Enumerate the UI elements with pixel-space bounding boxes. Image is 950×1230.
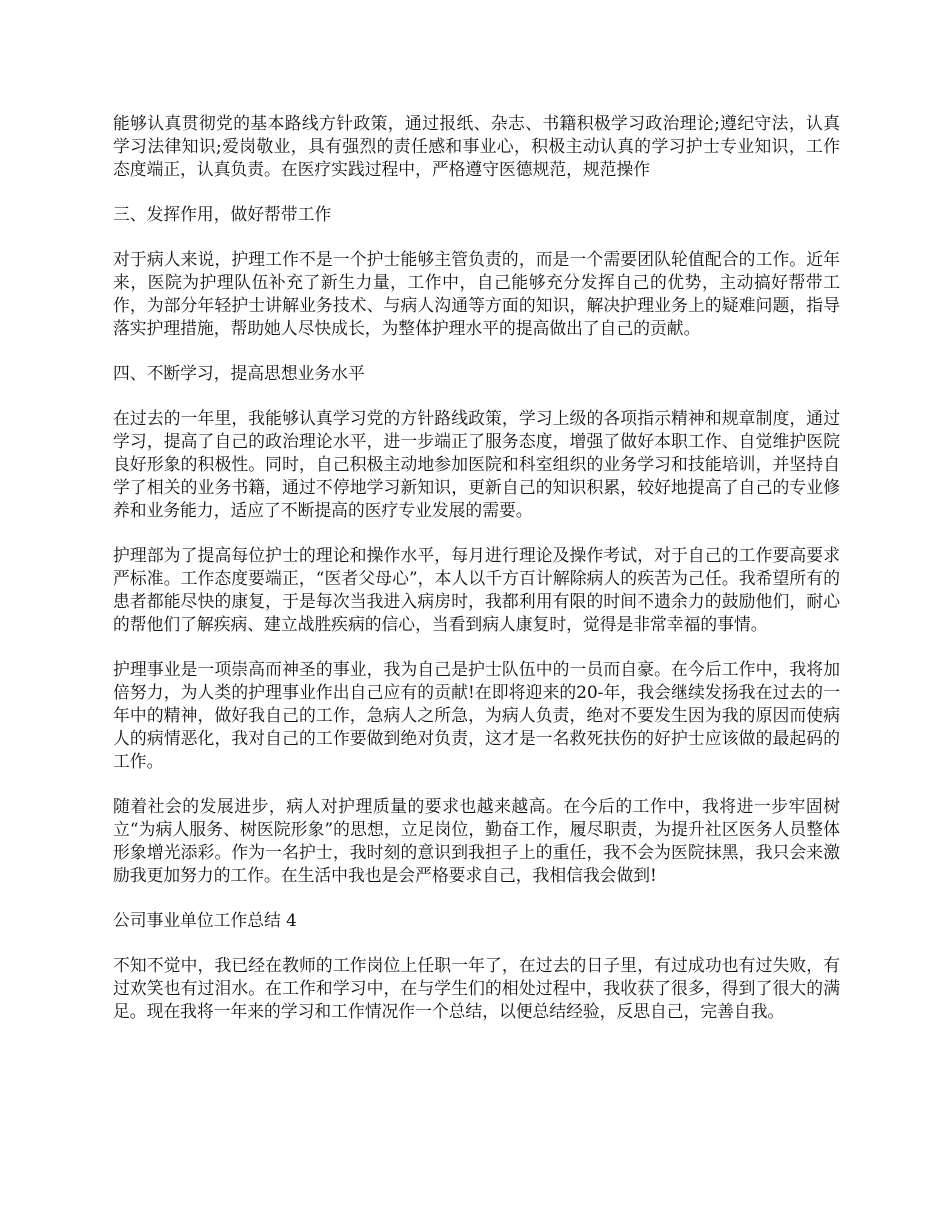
section-heading-3: 三、发挥作用，做好帮带工作	[113, 204, 332, 224]
paragraph-quality-requirements: 随着社会的发展进步，病人对护理质量的要求也越来越高。在今后的工作中，我将进一步牢固树立“为病人服务、树医院形象”的思想，立足岗位，勤奋工作，履尽职责，为提升社区医务人员整体形象增光添彩。作为一名护士，我时刻的意识到我担子上的重任，我不会为医院抹黑，我只会来激励我更加努力的工作。在生活中我也是会严格要求自己，我相信我会做到!	[113, 796, 840, 885]
paragraph-teacher-intro: 不知不觉中，我已经在教师的工作岗位上任职一年了，在过去的日子里，有过成功也有过失败，有过欢笑也有过泪水。在工作和学习中，在与学生们的相处过程中，我收获了很多，得到了很大的满足。现在我将一年来的学习和工作情况作一个总结，以便总结经验，反思自己，完善自我。	[113, 955, 840, 1021]
paragraph-nursing-career: 护理事业是一项崇高而神圣的事业，我为自己是护士队伍中的一员而自豪。在今后工作中，我将加倍努力，为人类的护理事业作出自己应有的贡献!在即将迎来的20-年，我会继续发扬我在过去的一年中的精神，做好我自己的工作，急病人之所急，为病人负责，绝对不要发生因为我的原因而使病人的病情恶化，我对自己的工作要做到绝对负责，这才是一名救死扶伤的好护士应该做的最起码的工作。	[113, 659, 840, 771]
paragraph-mentoring: 对于病人来说，护理工作不是一个护士能够主管负责的，而是一个需要团队轮值配合的工作。近年来，医院为护理队伍补充了新生力量，工作中，自己能够充分发挥自己的优势，主动搞好帮带工作，为部分年轻护士讲解业务技术、与病人沟通等方面的知识，解决护理业务上的疑难问题，指导落实护理措施，帮助她人尽快成长，为整体护理水平的提高做出了自己的贡献。	[113, 249, 840, 338]
section-heading-4: 四、不断学习，提高思想业务水平	[113, 363, 365, 383]
document-body	[113, 112, 840, 1045]
paragraph-nursing-exams: 护理部为了提高每位护士的理论和操作水平，每月进行理论及操作考试，对于自己的工作要高要求严标准。工作态度要端正，“医者父母心”，本人以千方百计解除病人的疾苦为己任。我希望所有的患者都能尽快的康复，于是每次当我进入病房时，我都利用有限的时间不遗余力的鼓励他们，耐心的帮他们了解疾病、建立战胜疾病的信心，当看到病人康复时，觉得是非常幸福的事情。	[113, 545, 840, 634]
paragraph-continuous-learning: 在过去的一年里，我能够认真学习党的方针路线政策，学习上级的各项指示精神和规章制度，通过学习，提高了自己的政治理论水平，进一步端正了服务态度，增强了做好本职工作、自觉维护医院良好形象的积极性。同时，自己积极主动地参加医院和科室组织的业务学习和技能培训，并坚持自学了相关的业务书籍，通过不停地学习新知识，更新自己的知识积累，较好地提高了自己的专业修养和业务能力，适应了不断提高的医疗专业发展的需要。	[113, 408, 840, 520]
summary-title-4: 公司事业单位工作总结 4	[113, 910, 297, 930]
paragraph-political-study: 能够认真贯彻党的基本路线方针政策，通过报纸、杂志、书籍积极学习政治理论;遵纪守法，认真学习法律知识;爱岗敬业，具有强烈的责任感和事业心，积极主动认真的学习护士专业知识，工作态度端正，认真负责。在医疗实践过程中，严格遵守医德规范，规范操作	[113, 113, 840, 179]
